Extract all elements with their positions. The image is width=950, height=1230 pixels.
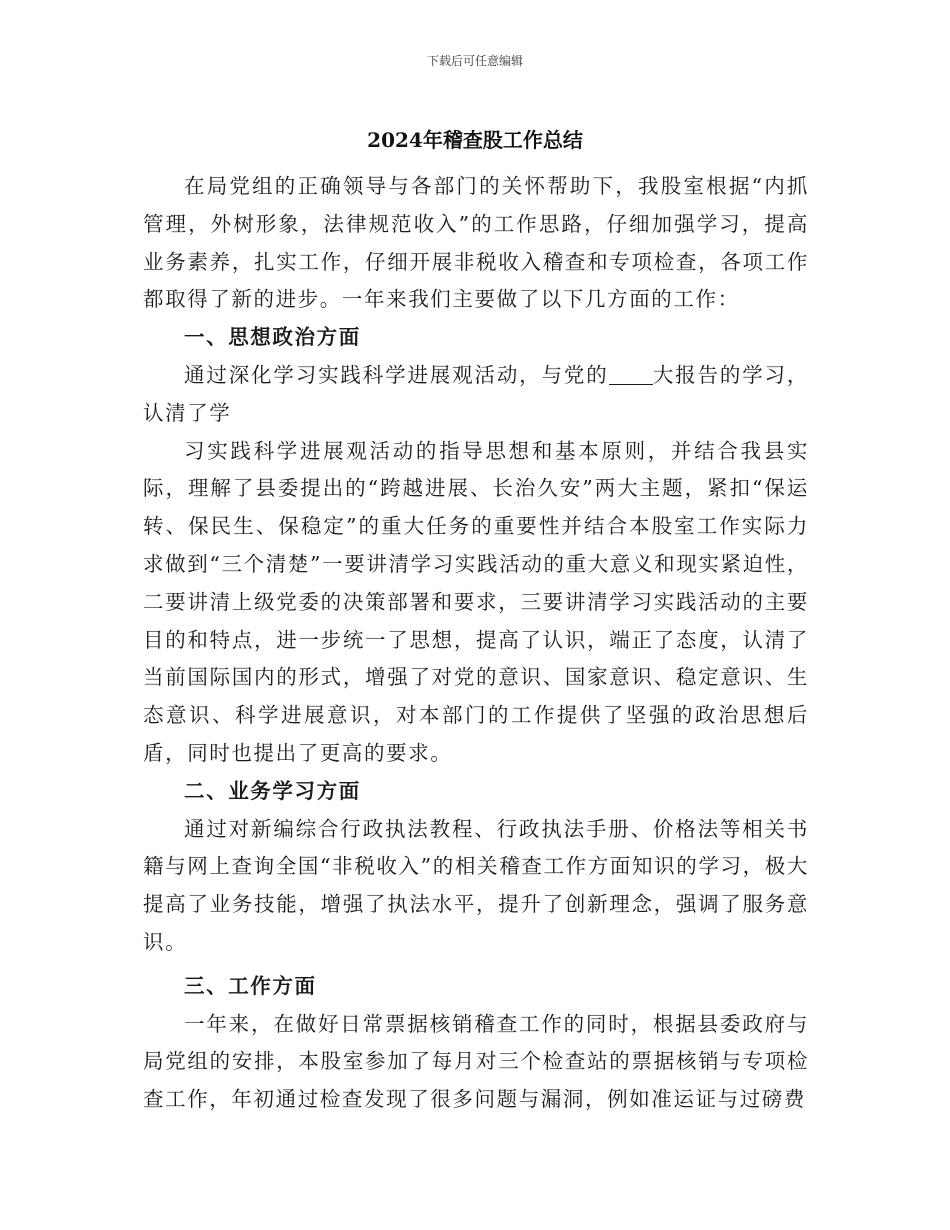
- section-1-text-after-blank: 大报告的学习，认清了学: [143, 362, 809, 425]
- page-header-note: 下载后可任意编辑: [426, 54, 523, 68]
- section-heading-3: 三、工作方面: [184, 973, 317, 998]
- section-1-paragraph-2: 习实践科学进展观活动的指导思想和基本原则，并结合我县实际，理解了县委提出的“跨越进展、长治久安”两大主题，紧扣“保运转、保民生、保稳定”的重大任务的重要性并结合本股室工作实际力求做到“三个清楚”一要讲清学习实践活动的重大意义和现实紧迫性，二要讲清上级党委的决策部署和要求，三要讲清学习实践活动的主要目的和特点，进一步统一了思想，提高了认识，端正了态度，认清了当前国际国内的形式，增强了对党的意识、国家意识、稳定意识、生态意识、科学进展意识，对本部门的工作提供了坚强的政治思想后盾，同时也提出了更高的要求。: [143, 438, 809, 765]
- intro-paragraph: 在局党组的正确领导与各部门的关怀帮助下，我股室根据“内抓管理，外树形象，法律规范收入”的工作思路，仔细加强学习，提高业务素养，扎实工作，仔细开展非税收入稽查和专项检查，各项工作都取得了新的进步。一年来我们主要做了以下几方面的工作：: [143, 174, 809, 312]
- section-2-paragraph-1: 通过对新编综合行政执法教程、行政执法手册、价格法等相关书籍与网上查询全国“非税收入”的相关稽查工作方面知识的学习，极大提高了业务技能，增强了执法水平，提升了创新理念，强调了服务意识。: [143, 816, 809, 954]
- document-body: [143, 168, 809, 1119]
- fill-in-blank: [609, 363, 653, 385]
- section-3-paragraph-1: 一年来，在做好日常票据核销稽查工作的同时，根据县委政府与局党组的安排，本股室参加了每月对三个检查站的票据核销与专项检查工作，年初通过检查发现了很多问题与漏洞，例如准运证与过磅费: [143, 1011, 809, 1112]
- section-1-text-before-blank: 通过深化学习实践科学进展观活动，与党的: [184, 362, 609, 387]
- section-1-paragraph-1: [143, 357, 809, 433]
- section-heading-1: 一、思想政治方面: [184, 325, 361, 350]
- document-title: 2024年稽查股工作总结: [367, 128, 583, 152]
- section-heading-2: 二、业务学习方面: [184, 778, 361, 803]
